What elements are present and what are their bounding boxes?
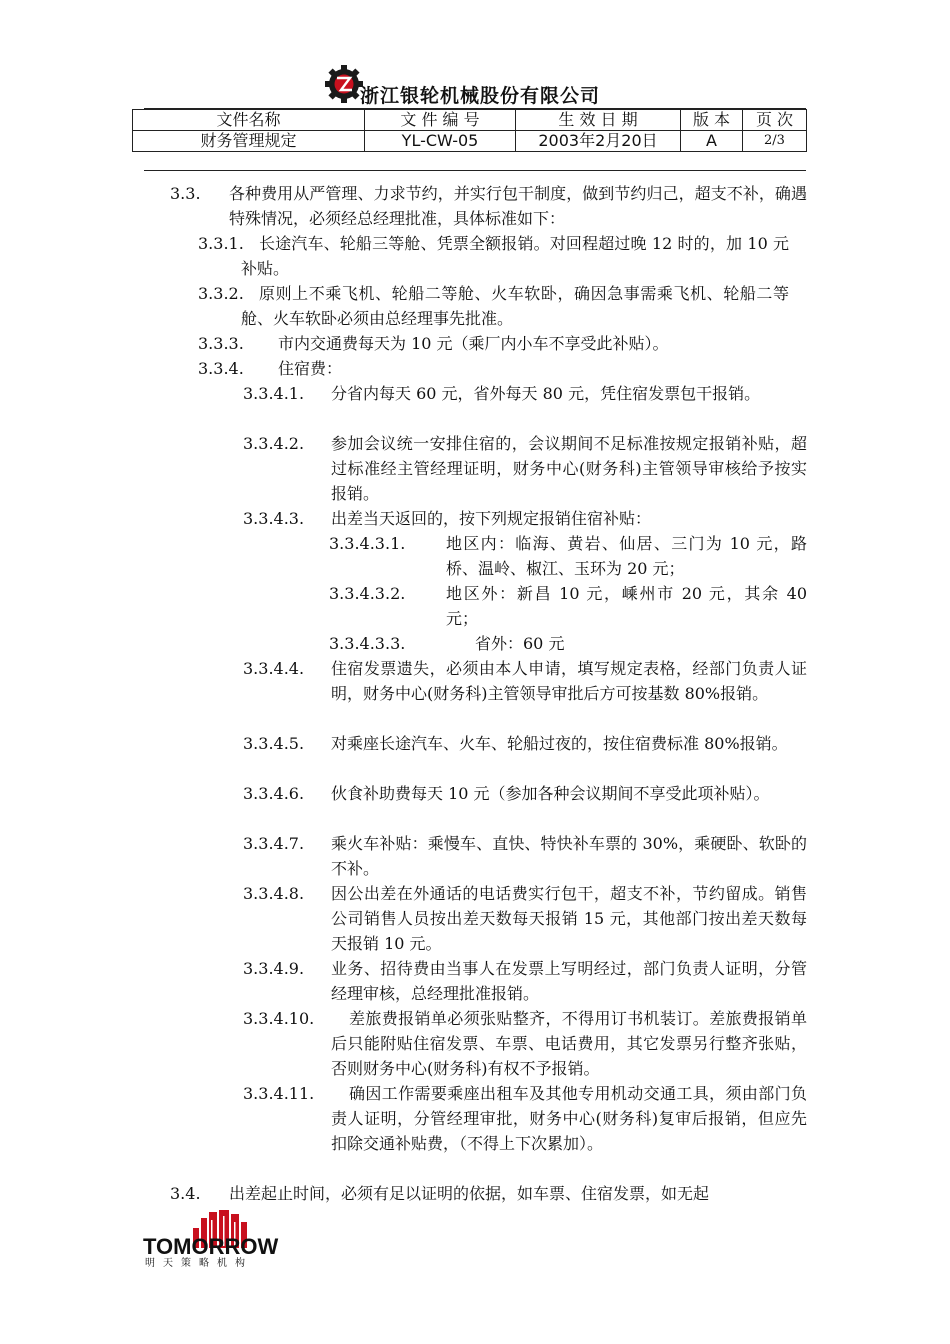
clause-text: 地区内：临海、黄岩、仙居、三门为 10 元，路桥、温岭、椒江、玉环为 20 元； [446, 534, 807, 578]
clause-item [329, 581, 810, 631]
clause-text: 分省内每天 60 元，省外每天 80 元，凭住宿发票包干报销。 [331, 384, 761, 403]
clause-text: 住宿费： [278, 359, 343, 378]
clause-number: 3.3.4.2. [243, 434, 305, 453]
clause-number: 3.3.4.6. [243, 784, 305, 803]
clause-text: 各种费用从严管理、力求节约，并实行包干制度，做到节约归己，超支不补，确遇特殊情况，必须经总经理批准，具体标准如下： [229, 184, 807, 228]
clause-item [243, 381, 810, 431]
version: A [681, 131, 743, 152]
clause-item [329, 631, 810, 656]
footer-brand-text: TOMORROW [143, 1234, 279, 1259]
clause-item [243, 781, 810, 831]
doc-name: 财务管理规定 [133, 131, 365, 152]
clause-item [198, 331, 810, 356]
header-rule-bottom [144, 170, 806, 171]
clause-number: 3.3.4.5. [243, 734, 305, 753]
clause-number: 3.3.4.9. [243, 959, 305, 978]
info-table-value-row [133, 131, 807, 152]
clause-text: 因公出差在外通话的电话费实行包干，超支不补，节约留成。销售公司销售人员按出差天数每天报销 15 元，其他部门按出差天数每天报销 10 元。 [331, 884, 807, 953]
clause-text: 对乘座长途汽车、火车、轮船过夜的，按住宿费标准 80%报销。 [331, 734, 788, 753]
clause-text: 参加会议统一安排住宿的，会议期间不足标准按规定报销补贴，超过标准经主管经理证明，财务中心(财务科)主管领导审核给予按实报销。 [331, 434, 807, 503]
clause-item [243, 506, 810, 531]
clause-number: 3.3.4. [198, 359, 244, 378]
info-table-header-row [133, 110, 807, 131]
header-effective-date: 生 效 日 期 [516, 110, 681, 131]
clause-item [198, 356, 810, 381]
clause-text: 市内交通费每天为 10 元（乘厂内小车不享受此补贴）。 [278, 334, 669, 353]
clause-number: 3.3.2. [198, 284, 244, 303]
clause-item [170, 1181, 810, 1206]
clause-item [243, 831, 810, 881]
clause-text: 乘火车补贴：乘慢车、直快、特快补车票的 30%，乘硬卧、软卧的不补。 [331, 834, 807, 878]
clause-text: 伙食补助费每天 10 元（参加各种会议期间不享受此项补贴）。 [331, 784, 770, 803]
clause-item [170, 181, 810, 231]
clause-number: 3.3.3. [198, 334, 244, 353]
clause-item [329, 531, 810, 581]
clause-item [198, 281, 810, 331]
clause-text: 出差当天返回的，按下列规定报销住宿补贴： [331, 509, 652, 528]
clause-item [243, 1081, 810, 1181]
doc-number: YL-CW-05 [365, 131, 516, 152]
clause-item [243, 731, 810, 781]
clause-number: 3.3.4.1. [243, 384, 305, 403]
clause-number: 3.4. [170, 1184, 201, 1203]
clause-number: 3.3.4.4. [243, 659, 305, 678]
clause-number: 3.3.4.10. [243, 1009, 315, 1028]
footer-logo [141, 1210, 306, 1272]
header-version: 版 本 [681, 110, 743, 131]
clause-text: 住宿发票遗失，必须由本人申请，填写规定表格，经部门负责人证明，财务中心(财务科)主管领导审批后方可按基数 80%报销。 [331, 659, 807, 703]
header-doc-name: 文件名称 [133, 110, 365, 131]
document-info-table [132, 109, 807, 152]
clause-number: 3.3.4.11. [243, 1084, 315, 1103]
clause-item [198, 231, 810, 281]
header-doc-number: 文 件 编 号 [365, 110, 516, 131]
footer-subtitle: 明天策略机构 [145, 1258, 253, 1269]
clause-item [243, 656, 810, 731]
clause-text: 地区外：新昌 10 元，嵊州市 20 元，其余 40 元； [446, 584, 807, 628]
header-page: 页 次 [743, 110, 807, 131]
clause-item [243, 881, 810, 956]
clause-number: 3.3.4.3. [243, 509, 305, 528]
clause-text: 确因工作需要乘座出租车及其他专用机动交通工具，须由部门负责人证明，分管经理审批，财务中心(财务科)复审后报销，但应先扣除交通补贴费，（不得上下次累加）。 [331, 1084, 807, 1153]
company-name: 浙江银轮机械股份有限公司 [360, 85, 601, 107]
clause-text: 省外：60 元 [475, 634, 565, 653]
clause-text: 差旅费报销单必须张贴整齐，不得用订书机装订。差旅费报销单后只能附贴住宿发票、车票、电话费用，其它发票另行整齐张贴，否则财务中心(财务科)有权不予报销。 [331, 1009, 807, 1078]
clause-item [243, 1006, 810, 1081]
clause-text: 出差起止时间，必须有足以证明的依据，如车票、住宿发票，如无起 [229, 1184, 710, 1203]
clause-text: 长途汽车、轮船三等舱、凭票全额报销。对回程超过晚 12 时的，加 10 元补贴。 [241, 234, 789, 278]
clause-number: 3.3.4.3.3. [329, 634, 406, 653]
effective-date: 2003年2月20日 [516, 131, 681, 152]
clause-number: 3.3.1. [198, 234, 244, 253]
document-header [0, 64, 950, 108]
clause-number: 3.3.4.7. [243, 834, 305, 853]
clause-number: 3.3.4.3.2. [329, 584, 406, 603]
clause-item [243, 431, 810, 506]
clause-item [243, 956, 810, 1006]
clause-text: 原则上不乘飞机、轮船二等舱、火车软卧，确因急事需乘飞机、轮船二等舱、火车软卧必须由总经理事先批准。 [241, 284, 789, 328]
clause-number: 3.3.4.3.1. [329, 534, 406, 553]
clause-number: 3.3.4.8. [243, 884, 305, 903]
yinlun-gear-logo-icon [324, 64, 364, 104]
clause-number: 3.3. [170, 184, 201, 203]
clause-text: 业务、招待费由当事人在发票上写明经过，部门负责人证明，分管经理审核，总经理批准报销。 [331, 959, 807, 1003]
page-number: 2/3 [743, 131, 807, 152]
